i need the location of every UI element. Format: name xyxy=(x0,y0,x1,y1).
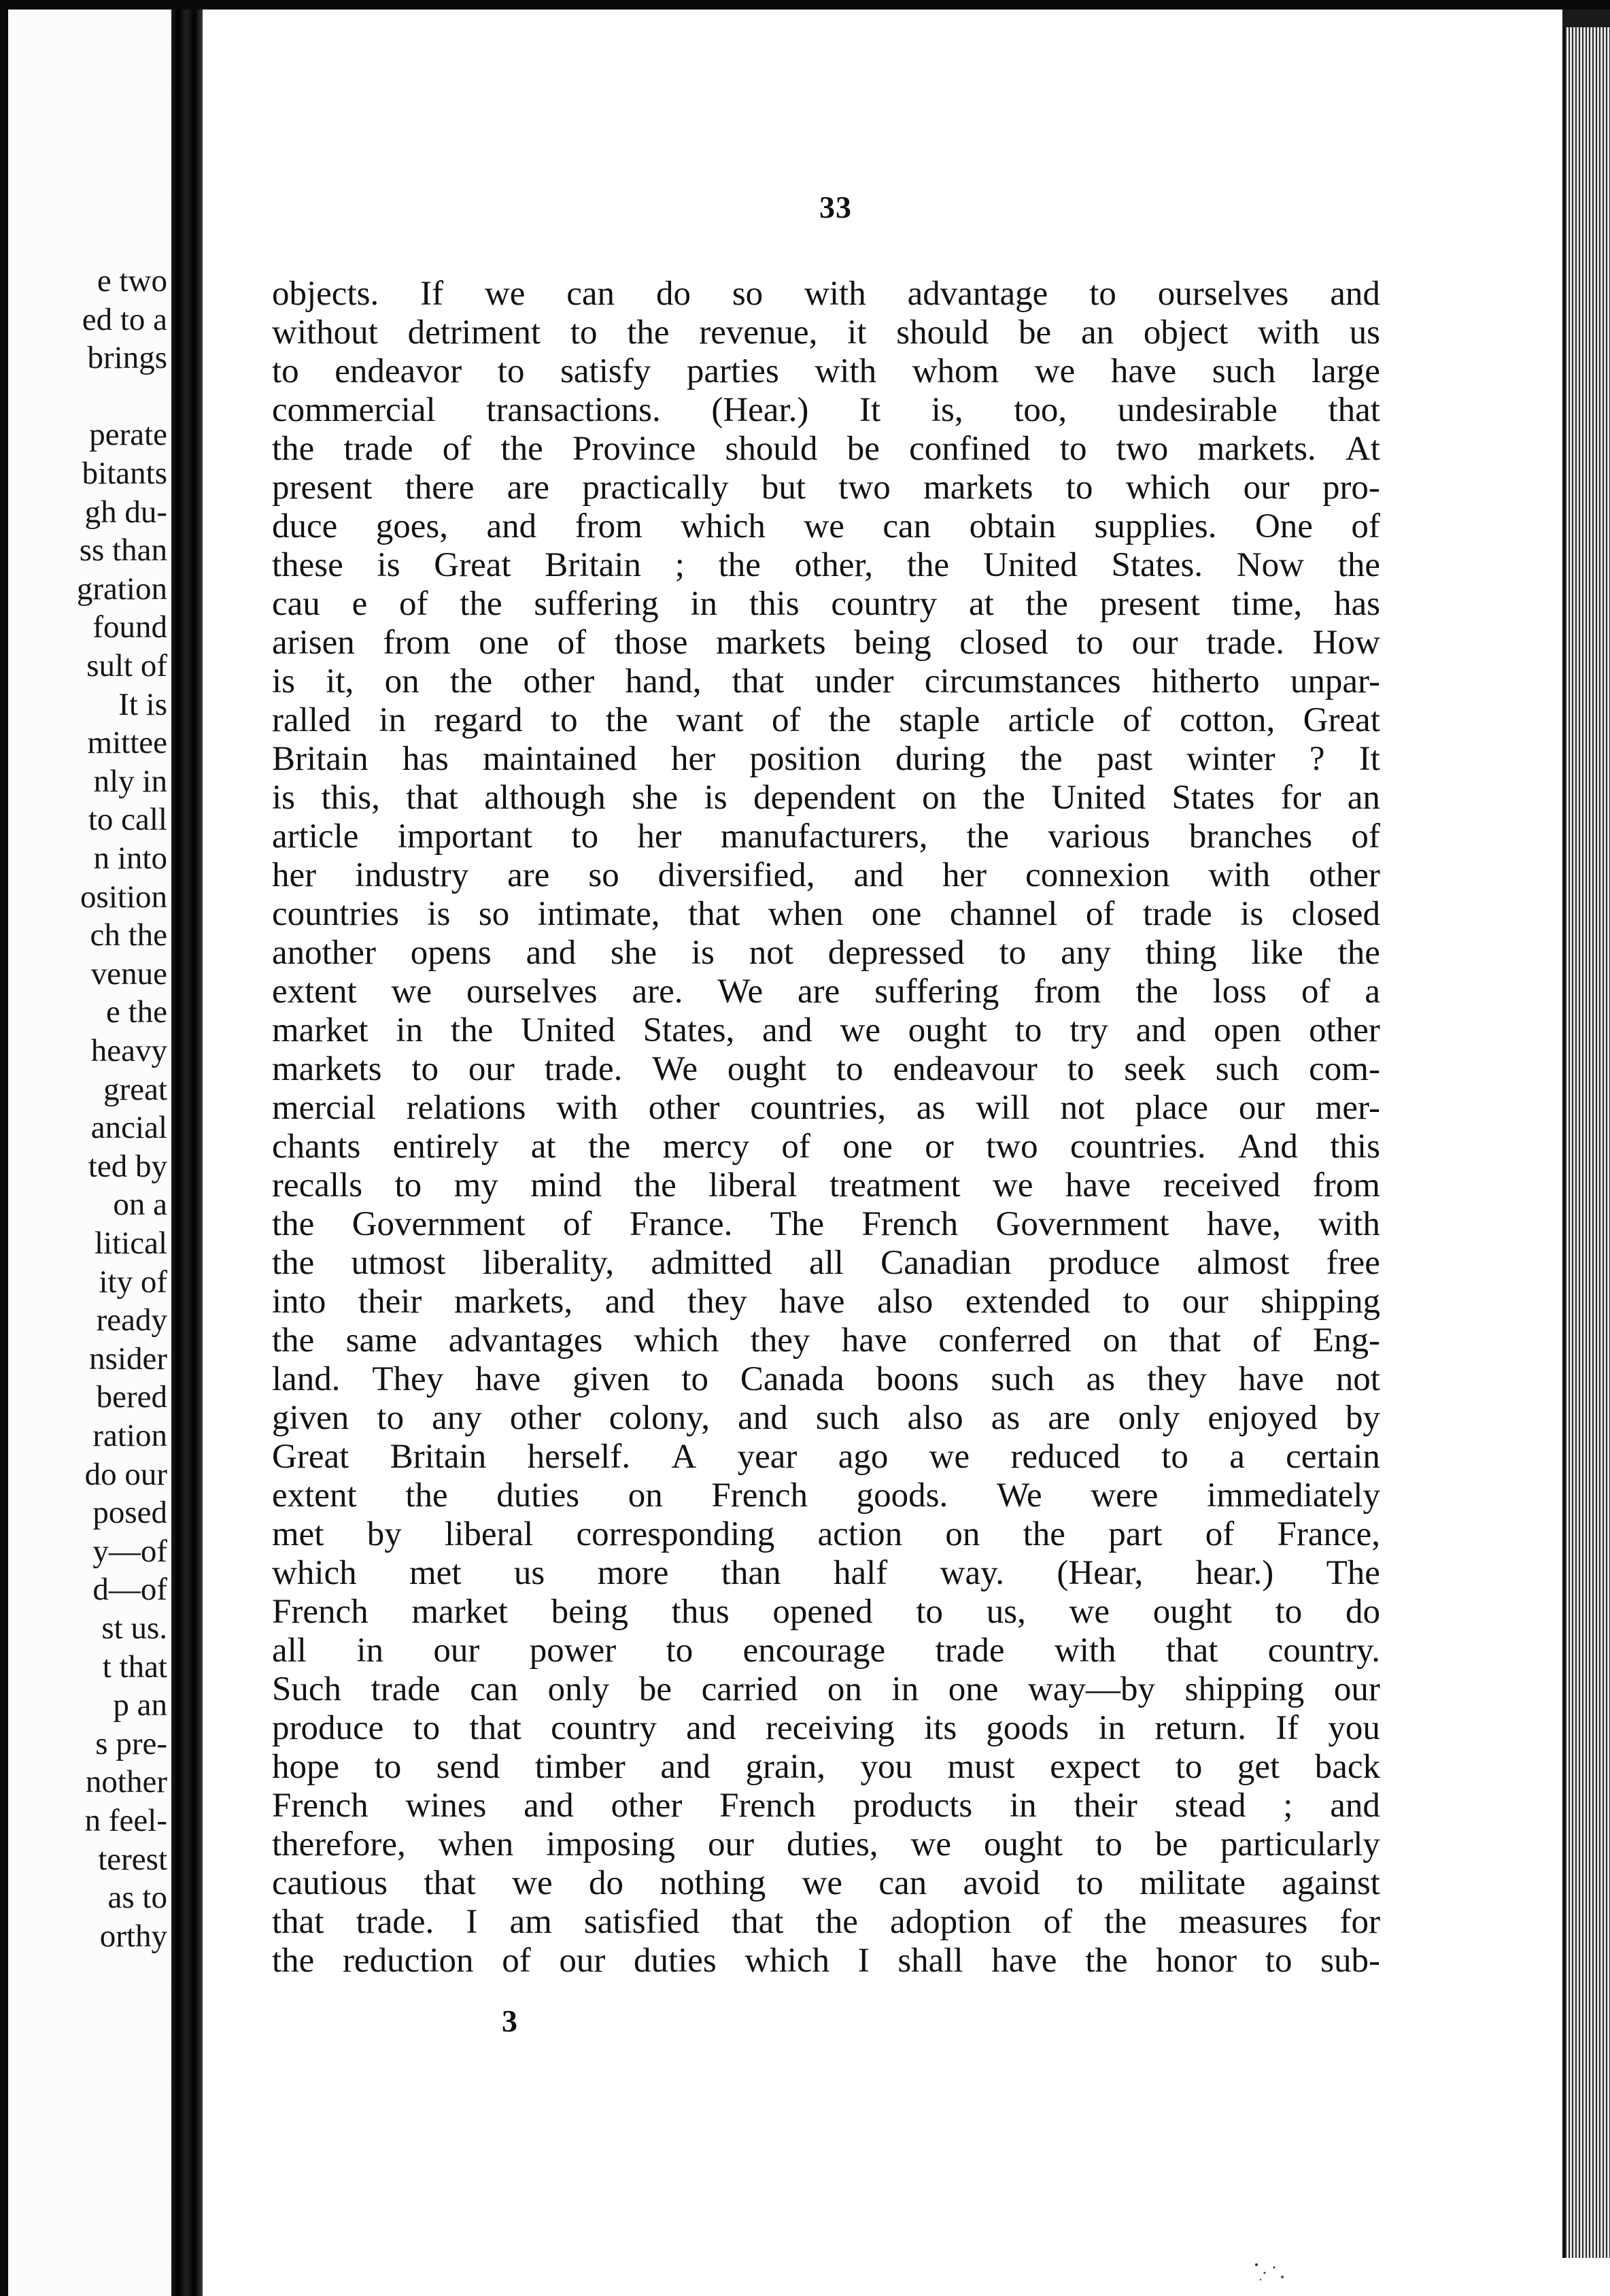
body-line: duce goes, and from which we can obtain supplies. One of xyxy=(272,507,1380,545)
page-edge-stack xyxy=(1562,27,1610,2258)
left-page-line-fragment: perate xyxy=(89,417,167,453)
body-line: which met us more than half way. (Hear, hear.) The xyxy=(272,1554,1380,1592)
left-page-line-fragment: heavy xyxy=(90,1033,167,1068)
left-page-line-fragment: osition xyxy=(80,879,167,915)
body-line: hope to send timber and grain, you must expect to get back xyxy=(272,1748,1380,1786)
body-line: into their markets, and they have also extended to our shipping xyxy=(272,1283,1380,1321)
body-line: the reduction of our duties which I shall have the honor to sub- xyxy=(272,1942,1380,1980)
left-page-line-fragment: terest xyxy=(98,1841,167,1877)
body-line: chants entirely at the mercy of one or two countries. And this xyxy=(272,1128,1380,1166)
signature-mark: 3 xyxy=(502,2004,517,2038)
body-line: Such trade can only be carried on in one way—by shipping our xyxy=(272,1670,1380,1708)
body-line: the Government of France. The French Government have, with xyxy=(272,1205,1380,1243)
left-page-line-fragment: ration xyxy=(92,1418,167,1453)
page-edge-top xyxy=(1562,10,1610,27)
body-line: all in our power to encourage trade with that country. xyxy=(272,1632,1380,1670)
body-line: her industry are so diversified, and her connexion with other xyxy=(272,856,1380,894)
left-page-line-fragment: gh du- xyxy=(84,494,167,530)
left-page-line-fragment: e the xyxy=(105,994,167,1030)
body-line: the trade of the Province should be confined to two markets. At xyxy=(272,430,1380,468)
left-page-line-fragment: bered xyxy=(96,1379,167,1415)
left-page-line-fragment: ss than xyxy=(79,533,167,569)
left-page-line-fragment: to call xyxy=(88,802,167,838)
body-line: ralled in regard to the want of the staple article of cotton, Great xyxy=(272,701,1380,739)
left-page-line-fragment: n into xyxy=(93,841,167,876)
body-line: the utmost liberality, admitted all Canadian produce almost free xyxy=(272,1244,1380,1282)
left-page-line-fragment: ity of xyxy=(99,1264,167,1300)
left-page-line-fragment: ted by xyxy=(88,1148,167,1184)
left-page-line-fragment: It is xyxy=(118,686,167,722)
left-page-line-fragment: bitants xyxy=(82,456,167,491)
left-page-line-fragment: posed xyxy=(92,1495,167,1531)
body-line: is it, on the other hand, that under circumstances hitherto unpar- xyxy=(272,662,1380,700)
body-line: countries is so intimate, that when one channel of trade is closed xyxy=(272,895,1380,933)
left-page-line-fragment: brings xyxy=(87,340,167,376)
left-page-line-fragment: found xyxy=(92,609,167,645)
scan-specks xyxy=(1251,2258,1292,2285)
left-page-line-fragment: do our xyxy=(84,1456,167,1492)
left-page-line-fragment: venue xyxy=(90,956,167,992)
left-page-line-fragment: mittee xyxy=(87,725,167,761)
body-line: extent the duties on French goods. We were immediately xyxy=(272,1476,1380,1515)
left-page-line-fragment: ready xyxy=(96,1302,167,1338)
left-page-line-fragment: s pre- xyxy=(95,1725,167,1761)
body-line: cautious that we do nothing we can avoid to militate against xyxy=(272,1864,1380,1902)
left-page-line-fragment: orthy xyxy=(99,1918,167,1954)
left-page-line-fragment: as to xyxy=(107,1880,167,1916)
book-gutter xyxy=(171,10,203,2296)
left-page-line-fragment: ancial xyxy=(90,1110,167,1146)
left-page-line-fragment: on a xyxy=(113,1187,167,1223)
body-line: that trade. I am satisfied that the adoption of the measures for xyxy=(272,1903,1380,1941)
left-page-line-fragment: p an xyxy=(113,1687,167,1723)
left-page-line-fragment: nly in xyxy=(93,763,167,799)
body-line: another opens and she is not depressed to any thing like the xyxy=(272,934,1380,972)
body-line: met by liberal corresponding action on the part of France, xyxy=(272,1515,1380,1553)
left-page-line-fragment: sult of xyxy=(86,648,167,683)
body-line: extent we ourselves are. We are suffering from the loss of a xyxy=(272,973,1380,1011)
left-page-line-fragment: nsider xyxy=(89,1340,167,1377)
left-page-line-fragment: litical xyxy=(94,1226,167,1261)
scan-frame-left xyxy=(0,0,8,2296)
left-page-line-fragment: t that xyxy=(102,1649,167,1685)
scan-frame-top xyxy=(0,0,1610,10)
body-line: land. They have given to Canada boons such as they have not xyxy=(272,1360,1380,1398)
body-line: article important to her manufacturers, the various branches of xyxy=(272,817,1380,856)
body-line: these is Great Britain ; the other, the United States. Now the xyxy=(272,546,1380,584)
body-line: present there are practically but two markets to which our pro- xyxy=(272,469,1380,507)
left-page-line-fragment: st us. xyxy=(101,1610,167,1646)
body-line: market in the United States, and we ought to try and open other xyxy=(272,1011,1380,1049)
body-line: French wines and other French products in their stead ; and xyxy=(272,1787,1380,1825)
left-page-line-fragment: ed to a xyxy=(82,301,167,337)
body-line: markets to our trade. We ought to endeavour to seek such com- xyxy=(272,1050,1380,1088)
body-line: produce to that country and receiving its goods in return. If you xyxy=(272,1709,1380,1747)
body-line: recalls to my mind the liberal treatment we have received from xyxy=(272,1166,1380,1204)
body-line: objects. If we can do so with advantage to ourselves and xyxy=(272,275,1380,313)
left-page-line-fragment: d—of xyxy=(92,1572,167,1608)
left-page-line-fragment: ch the xyxy=(90,917,167,953)
body-text xyxy=(272,275,1380,1980)
body-line: the same advantages which they have conferred on that of Eng- xyxy=(272,1321,1380,1360)
left-page-line-fragment: nother xyxy=(85,1764,167,1800)
body-line: to endeavor to satisfy parties with whom we have such large xyxy=(272,352,1380,390)
left-page-line-fragment: y—of xyxy=(92,1533,167,1569)
left-facing-page-fragment xyxy=(8,10,171,2296)
body-line: therefore, when imposing our duties, we ought to be particularly xyxy=(272,1825,1380,1863)
body-line: cau e of the suffering in this country at the present time, has xyxy=(272,585,1380,623)
body-line: is this, that although she is dependent on the United States for an xyxy=(272,779,1380,817)
page-number: 33 xyxy=(819,190,852,224)
body-line: arisen from one of those markets being closed to our trade. How xyxy=(272,624,1380,662)
body-line: French market being thus opened to us, we ought to do xyxy=(272,1593,1380,1631)
left-page-line-fragment: e two xyxy=(97,263,167,299)
body-line: Great Britain herself. A year ago we reduced to a certain xyxy=(272,1438,1380,1476)
body-line: without detriment to the revenue, it should be an object with us xyxy=(272,314,1380,352)
body-line: mercial relations with other countries, as will not place our mer- xyxy=(272,1089,1380,1127)
left-page-line-fragment: n feel- xyxy=(84,1803,167,1838)
left-page-line-fragment: great xyxy=(103,1071,167,1107)
left-page-line-fragment: gration xyxy=(76,571,167,607)
body-line: given to any other colony, and such also as are only enjoyed by xyxy=(272,1399,1380,1437)
body-line: Britain has maintained her position during the past winter ? It xyxy=(272,740,1380,778)
body-line: commercial transactions. (Hear.) It is, too, undesirable that xyxy=(272,391,1380,429)
